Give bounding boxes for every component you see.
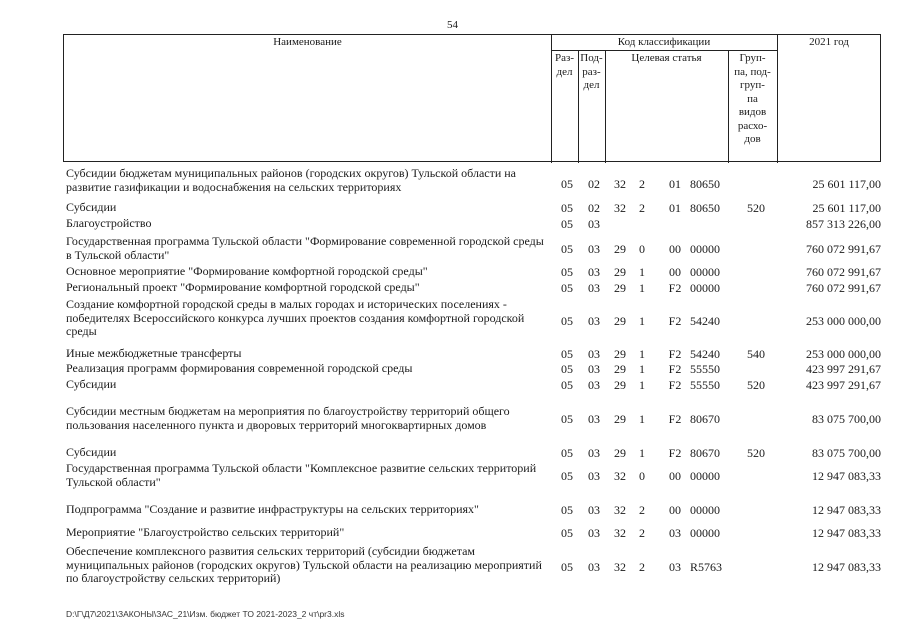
row-code-ts4: 80670 [690, 412, 720, 426]
row-amount: 423 997 291,67 [806, 362, 881, 376]
row-code-razdel: 05 [561, 469, 573, 483]
row-name: Государственная программа Тульской области "Комплексное развитие сельских территорий Тульской области" [66, 461, 537, 489]
row-code-ts1: 29 [614, 378, 626, 392]
row-code-ts1: 29 [614, 362, 626, 376]
row-code-razdel: 05 [561, 503, 573, 517]
row-code-ts2: 1 [639, 265, 645, 279]
row-code-razdel: 05 [561, 314, 573, 328]
row-amount: 12 947 083,33 [812, 560, 881, 574]
row-code-ts1: 32 [614, 201, 626, 215]
row-name: Региональный проект "Формирование комфортной городской среды" [66, 280, 420, 294]
row-code-ts4: 80650 [690, 177, 720, 191]
header-expense-group: Груп- па, под- груп- па видов расхо- дов [734, 52, 771, 145]
row-code-ts4: 00000 [690, 242, 720, 256]
row-code-ts1: 29 [614, 446, 626, 460]
row-code-ts4: 00000 [690, 526, 720, 540]
row-name: Субсидии [66, 445, 117, 459]
row-name: Субсидии [66, 377, 117, 391]
row-amount: 423 997 291,67 [806, 378, 881, 392]
row-code-ts3: 01 [669, 177, 681, 191]
row-code-ts1: 32 [614, 526, 626, 540]
row-code-ts2: 1 [639, 412, 645, 426]
row-code-ts2: 0 [639, 242, 645, 256]
row-code-razdel: 05 [561, 242, 573, 256]
row-code-podrazdel: 02 [588, 201, 600, 215]
row-code-razdel: 05 [561, 412, 573, 426]
row-code-ts4: 54240 [690, 314, 720, 328]
row-code-podrazdel: 03 [588, 378, 600, 392]
row-code-ts1: 29 [614, 265, 626, 279]
row-code-ts4: 55550 [690, 378, 720, 392]
row-code-vid: 520 [747, 378, 765, 392]
row-code-podrazdel: 03 [588, 265, 600, 279]
row-code-razdel: 05 [561, 217, 573, 231]
row-code-podrazdel: 03 [588, 560, 600, 574]
row-code-ts2: 2 [639, 177, 645, 191]
row-code-razdel: 05 [561, 201, 573, 215]
row-code-ts2: 2 [639, 201, 645, 215]
row-code-podrazdel: 03 [588, 281, 600, 295]
row-name: Государственная программа Тульской области "Формирование современной городской среды в Тульской области" [66, 234, 544, 262]
row-code-ts2: 1 [639, 362, 645, 376]
row-code-podrazdel: 03 [588, 412, 600, 426]
row-amount: 760 072 991,67 [806, 265, 881, 279]
row-code-ts3: 03 [669, 526, 681, 540]
row-code-ts1: 32 [614, 177, 626, 191]
row-code-ts4: 54240 [690, 347, 720, 361]
row-code-ts2: 1 [639, 314, 645, 328]
file-path: D:\Г\Д7\2021\ЗАКОНЫ\ЗАС_21\Изм. бюджет ТО 2021-2023_2 чт\pr3.xls [66, 609, 345, 619]
row-code-ts3: F2 [668, 446, 682, 460]
row-code-podrazdel: 03 [588, 503, 600, 517]
row-code-ts3: F2 [668, 314, 682, 328]
row-amount: 857 313 226,00 [806, 217, 881, 231]
row-code-podrazdel: 03 [588, 242, 600, 256]
row-code-ts2: 2 [639, 503, 645, 517]
row-code-razdel: 05 [561, 362, 573, 376]
row-amount: 83 075 700,00 [812, 412, 881, 426]
row-code-ts1: 29 [614, 242, 626, 256]
row-code-vid: 520 [747, 201, 765, 215]
row-code-podrazdel: 03 [588, 446, 600, 460]
row-amount: 25 601 117,00 [812, 177, 881, 191]
row-code-ts4: 80670 [690, 446, 720, 460]
row-amount: 12 947 083,33 [812, 503, 881, 517]
row-code-ts3: 01 [669, 201, 681, 215]
row-code-ts3: F2 [668, 378, 682, 392]
row-code-ts3: 00 [669, 242, 681, 256]
row-code-ts4: 00000 [690, 281, 720, 295]
row-name: Обеспечение комплексного развития сельских территорий (субсидии бюджетам муниципальных районов (городских округов) Тульской области на реализацию мероприятий по благоустройству сельских территорий) [66, 544, 542, 586]
row-code-ts2: 1 [639, 347, 645, 361]
row-code-ts1: 29 [614, 412, 626, 426]
row-name: Подпрограмма "Создание и развитие инфраструктуры на сельских территориях" [66, 502, 479, 516]
row-code-razdel: 05 [561, 378, 573, 392]
row-code-podrazdel: 02 [588, 177, 600, 191]
row-code-podrazdel: 03 [588, 217, 600, 231]
row-name: Иные межбюджетные трансферты [66, 346, 242, 360]
row-code-ts2: 0 [639, 469, 645, 483]
row-code-podrazdel: 03 [588, 362, 600, 376]
row-code-ts3: F2 [668, 412, 682, 426]
header-name: Наименование [273, 36, 342, 48]
row-name: Субсидии [66, 200, 117, 214]
row-code-ts2: 1 [639, 446, 645, 460]
row-code-podrazdel: 03 [588, 314, 600, 328]
row-name: Благоустройство [66, 216, 152, 230]
row-code-ts2: 1 [639, 281, 645, 295]
page-number: 54 [447, 19, 458, 31]
row-name: Создание комфортной городской среды в малых городах и исторических поселениях - победителях Всероссийского конкурса лучших проектов создания комфортной городской среды [66, 297, 525, 339]
header-target-article: Целевая статья [631, 52, 702, 64]
row-name: Субсидии бюджетам муниципальных районов (городских округов) Тульской области на развитие газификации и водоснабжения на сельских территориях [66, 166, 517, 194]
row-code-ts1: 29 [614, 314, 626, 328]
header-razdel: Раз- дел [554, 52, 574, 78]
row-amount: 83 075 700,00 [812, 446, 881, 460]
row-code-ts3: 00 [669, 265, 681, 279]
row-amount: 12 947 083,33 [812, 469, 881, 483]
row-code-ts1: 29 [614, 347, 626, 361]
row-amount: 12 947 083,33 [812, 526, 881, 540]
row-code-ts3: 03 [669, 560, 681, 574]
row-code-ts3: F2 [668, 362, 682, 376]
row-code-ts1: 29 [614, 281, 626, 295]
row-code-ts4: 00000 [690, 265, 720, 279]
row-code-ts3: F2 [668, 347, 682, 361]
row-code-ts2: 2 [639, 526, 645, 540]
row-name: Мероприятие "Благоустройство сельских территорий" [66, 525, 345, 539]
row-code-razdel: 05 [561, 560, 573, 574]
row-code-ts4: 80650 [690, 201, 720, 215]
row-code-ts2: 1 [639, 378, 645, 392]
row-code-vid: 540 [747, 347, 765, 361]
row-code-podrazdel: 03 [588, 347, 600, 361]
row-code-ts4: R5763 [690, 560, 723, 574]
header-year: 2021 год [809, 36, 849, 48]
row-code-ts2: 2 [639, 560, 645, 574]
row-name: Основное мероприятие "Формирование комфортной городской среды" [66, 264, 428, 278]
row-amount: 25 601 117,00 [812, 201, 881, 215]
row-code-razdel: 05 [561, 265, 573, 279]
row-code-podrazdel: 03 [588, 526, 600, 540]
row-code-vid: 520 [747, 446, 765, 460]
row-name: Субсидии местным бюджетам на мероприятия по благоустройству территорий общего пользования населенного пункта и дворовых территорий многоквартирных домов [66, 404, 510, 432]
row-code-ts4: 00000 [690, 469, 720, 483]
row-name: Реализация программ формирования современной городской среды [66, 361, 413, 375]
row-code-ts4: 55550 [690, 362, 720, 376]
row-code-razdel: 05 [561, 347, 573, 361]
row-code-razdel: 05 [561, 177, 573, 191]
header-classification-code: Код классификации [617, 36, 711, 48]
row-code-ts3: 00 [669, 469, 681, 483]
row-code-podrazdel: 03 [588, 469, 600, 483]
row-code-ts1: 32 [614, 503, 626, 517]
row-code-razdel: 05 [561, 446, 573, 460]
row-code-ts3: 00 [669, 503, 681, 517]
row-amount: 760 072 991,67 [806, 281, 881, 295]
row-amount: 253 000 000,00 [806, 314, 881, 328]
row-code-razdel: 05 [561, 526, 573, 540]
row-amount: 760 072 991,67 [806, 242, 881, 256]
row-code-ts3: F2 [668, 281, 682, 295]
row-code-ts1: 32 [614, 469, 626, 483]
header-podrazdel: Под- раз- дел [580, 52, 603, 91]
row-code-razdel: 05 [561, 281, 573, 295]
row-code-ts4: 00000 [690, 503, 720, 517]
row-amount: 253 000 000,00 [806, 347, 881, 361]
row-code-ts1: 32 [614, 560, 626, 574]
